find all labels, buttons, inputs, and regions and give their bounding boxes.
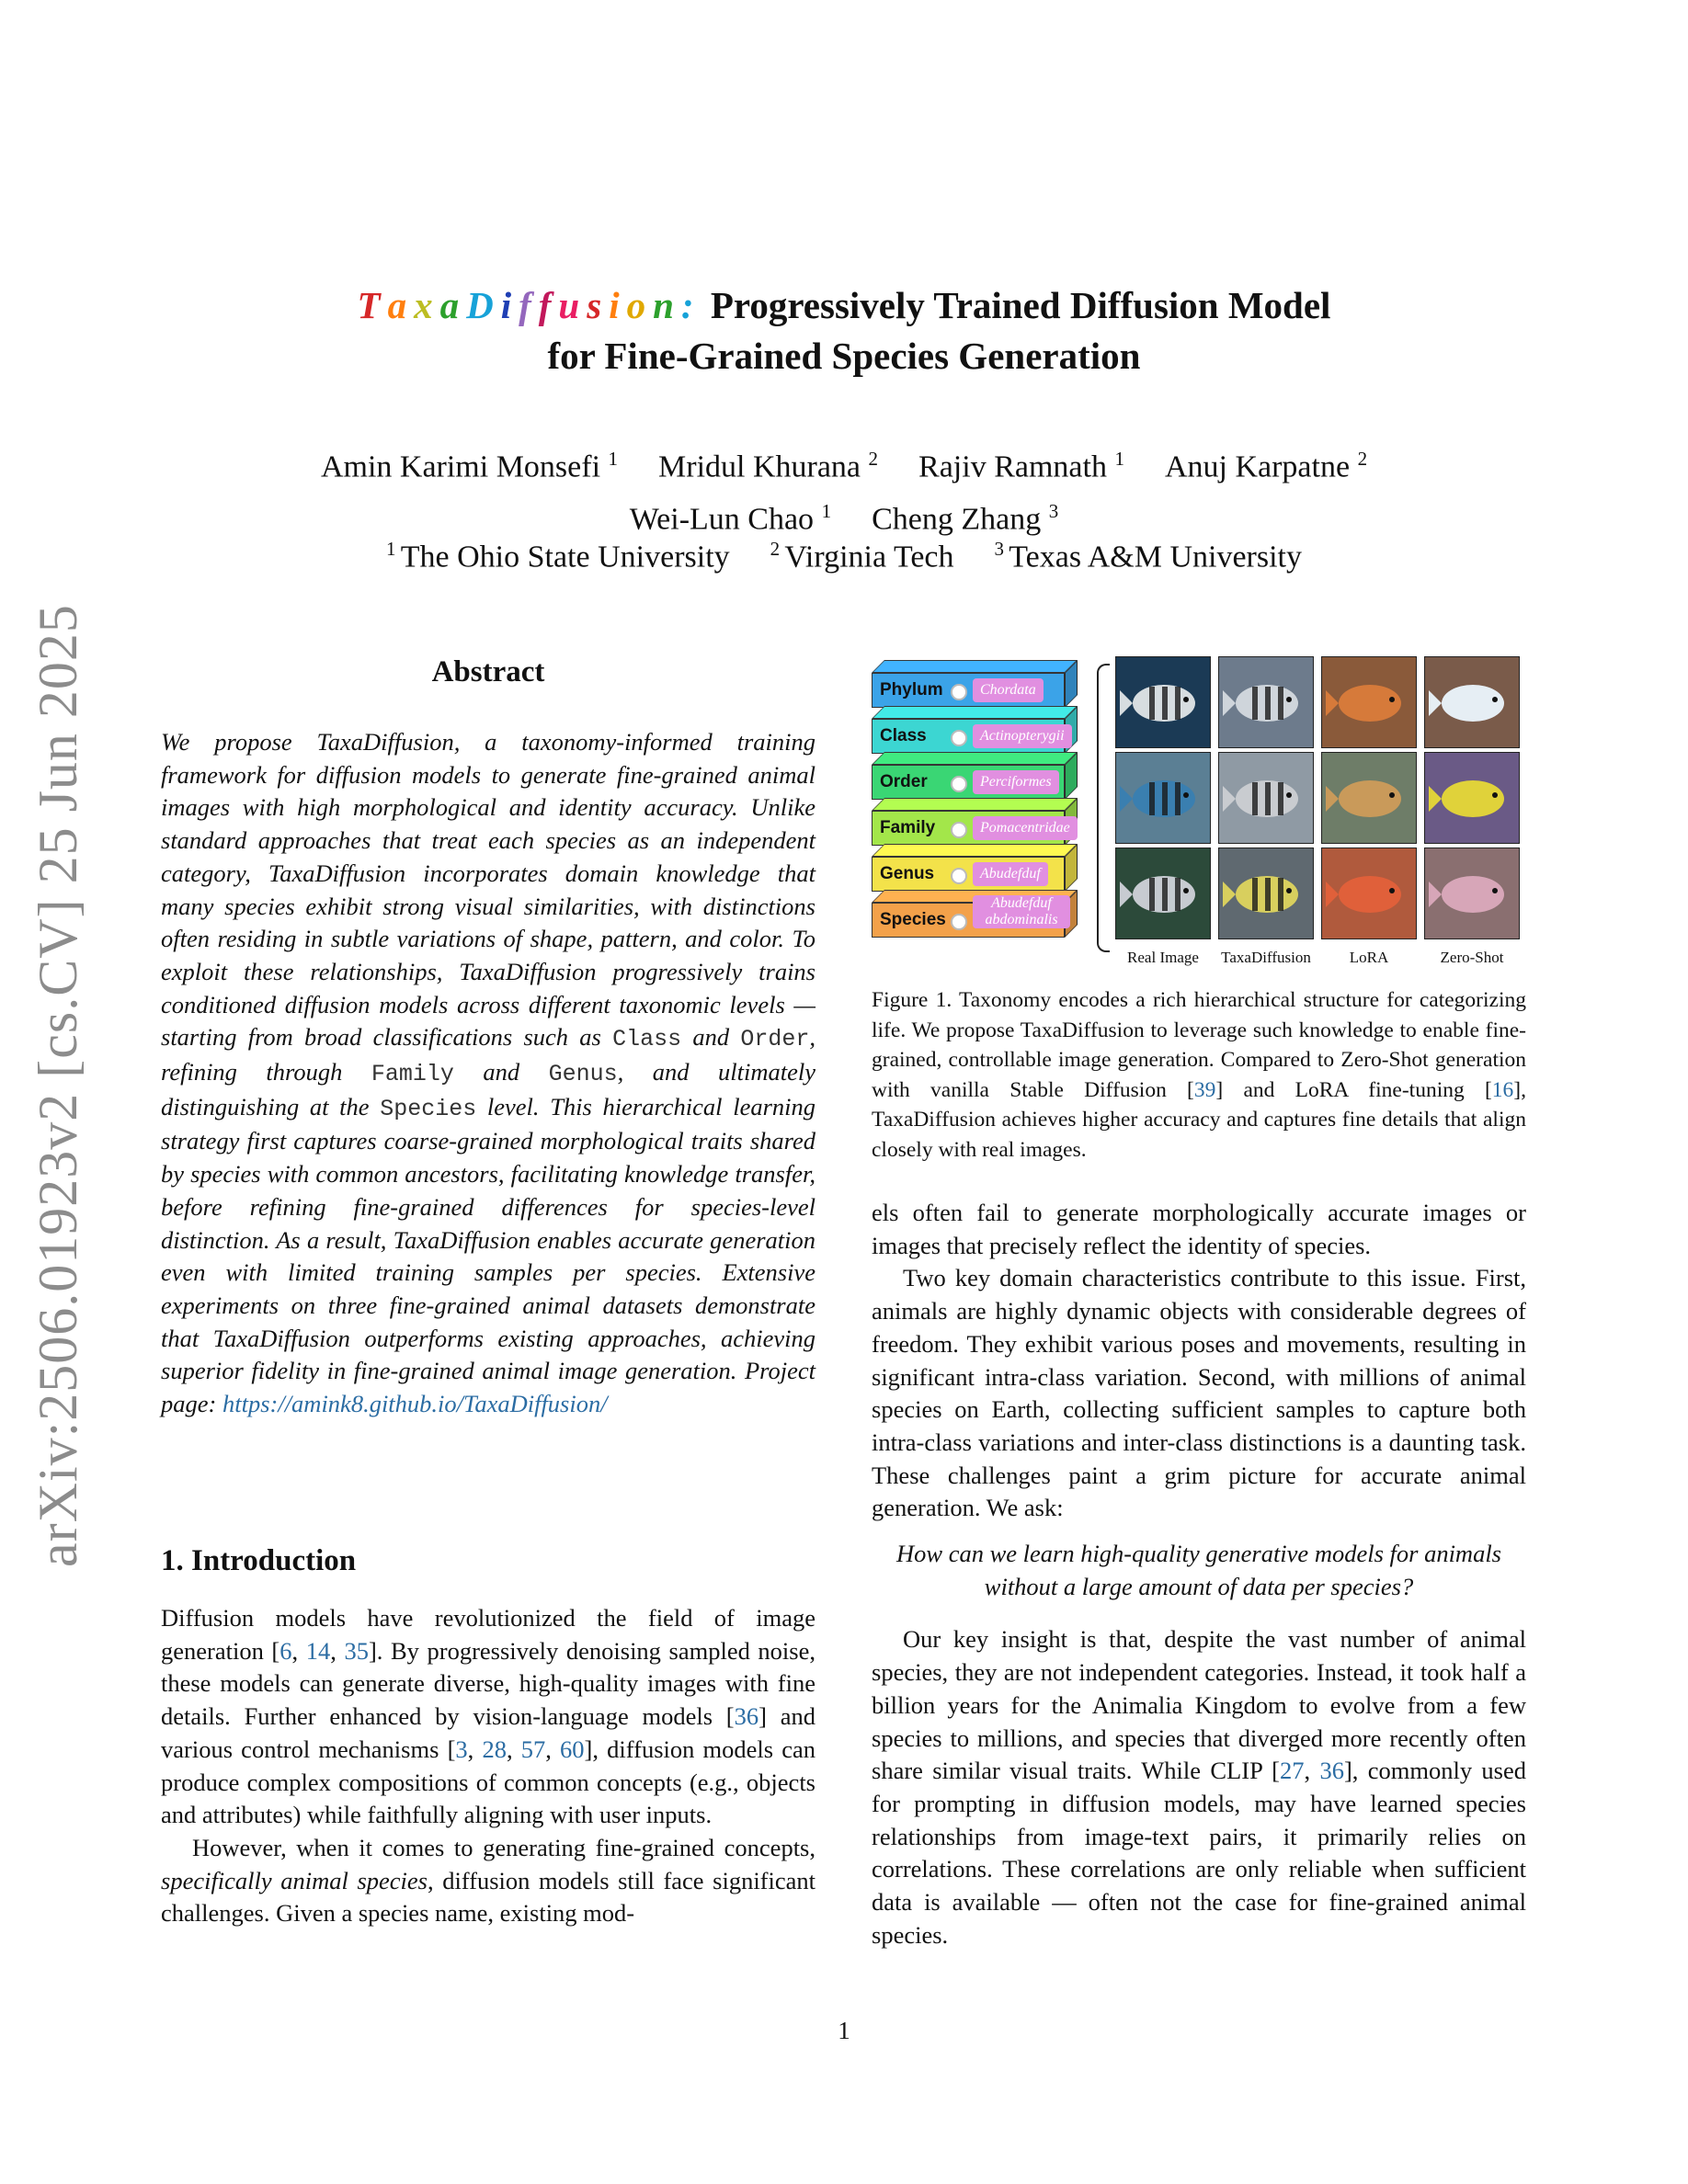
code-class: Class [612, 1026, 682, 1053]
taxadiffusion-logo [358, 284, 701, 326]
fish-image [1424, 656, 1520, 748]
taxonomy-level-label: Genus [872, 857, 1065, 892]
fish-icon [1425, 657, 1519, 747]
page-number: 1 [838, 2017, 850, 2044]
citation-link[interactable]: 35 [344, 1636, 369, 1665]
text: ] and LoRA fine-tuning [ [1215, 1077, 1492, 1102]
fish-icon [1322, 848, 1416, 938]
logo-letter: a [439, 284, 460, 326]
logo-letter: D [466, 284, 494, 326]
curly-brace [1097, 664, 1110, 952]
figure-1 [872, 654, 1526, 976]
body-paragraph-2: Two key domain characteristics contribute to this issue. First, animals are highly dynamic objects with considerable degrees of freedom. They exhibit various poses and movements, resulting in significant intra-class variation. Second, with millions of animal species on Earth, collecting sufficient samples to capture both intra-class variations and inter-class distinctions is a daunting task. These challenges paint a grim picture for accurate animal generation. We ask: [872, 1264, 1526, 1522]
fish-icon [1322, 753, 1416, 843]
code-genus: Genus [548, 1061, 618, 1088]
logo-letter: : [680, 284, 694, 326]
node-dot [951, 914, 967, 930]
block-top [872, 660, 1078, 673]
body-paragraph-1: els often fail to generate morphologically accurate images or images that precisely reflect the identity of species. [872, 1199, 1526, 1259]
intro-paragraph-2 [161, 1832, 815, 1930]
fish-image [1218, 656, 1314, 748]
text: Figure 1. Taxonomy encodes a rich hierarchical structure for categorizing life. We propose TaxaDiffusion to leverage such knowledge to enable fine-grained, controllable image generation. Compared to Zero-Shot generation with vanilla Stable Diffusion [ [872, 988, 1526, 1102]
abstract-and-2: and [483, 1058, 520, 1086]
taxonomy-value: Abudefduf abdominalis [973, 895, 1070, 928]
taxonomy-value: Actinopterygii [973, 724, 1072, 748]
fish-image [1218, 752, 1314, 844]
intro-paragraph-1: Diffusion models have revolutionized the field of image generation [6, 14, 35]. By progressively denoising sampled noise, these models can generate diverse, high-quality images with fine details. Further enhanced by vision-language models [36] and various control mechanisms [3, 28, 57, 60], diffusion models can produce complex compositions of common concepts (e.g., objects and attributes) while faithfully aligning with user inputs. [161, 1604, 816, 1829]
fish-image [1321, 847, 1417, 939]
citation-link[interactable]: 27 [1279, 1757, 1305, 1785]
citation-link[interactable]: 60 [560, 1735, 585, 1763]
affiliations [184, 538, 1504, 574]
fish-icon [1116, 848, 1210, 938]
fish-image [1218, 847, 1314, 939]
fish-icon [1425, 753, 1519, 843]
taxonomy-level-label: Phylum [872, 673, 1065, 708]
text: However, when it comes to generating fine-grained concepts, [192, 1833, 815, 1861]
block-top [872, 844, 1078, 857]
taxonomy-level-label: Family [872, 811, 1065, 846]
taxonomy-value: Pomacentridae [973, 816, 1078, 840]
taxonomy-level-label: Order [872, 765, 1065, 800]
text: ], diffusion models can produce complex compositions of common concepts (e.g., objects and attributes) while faithfully aligning with user inputs. [161, 1735, 816, 1829]
logo-letter: u [558, 284, 580, 326]
logo-letter: T [357, 284, 381, 326]
fish-icon [1116, 657, 1210, 747]
abstract-and-1: and [692, 1023, 730, 1052]
affiliation: $^1$ The Ohio State University [386, 538, 730, 574]
fish-image [1115, 656, 1211, 748]
logo-letter: n [653, 284, 674, 326]
project-page-link[interactable]: https://amink8.github.io/TaxaDiffusion/ [222, 1390, 608, 1418]
fish-image [1321, 656, 1417, 748]
code-order: Order [740, 1026, 810, 1053]
logo-letter: a [387, 284, 407, 326]
code-family: Family [371, 1061, 454, 1088]
fish-icon [1219, 848, 1313, 938]
column-label: Real Image [1127, 949, 1199, 966]
abstract-refining: , refining through [161, 1023, 816, 1086]
taxonomy-value: Perciformes [973, 770, 1059, 794]
column-label: Zero-Shot [1440, 949, 1504, 966]
logo-letter: s [587, 284, 602, 326]
fish-icon [1425, 848, 1519, 938]
author-name: Mridul Khurana $^2$ [658, 448, 879, 484]
text: Diffusion models have revolutionized the field of image generation [ [161, 1604, 815, 1665]
abstract-text-2: level. This hierarchical learning strategy first captures coarse-grained morphological traits shared by species with common ancestors, facilitating knowledge transfer, before refining fine-grained differences for species-level distinction. As a result, TaxaDiffusion enables accurate generation even with limited training samples per species. Extensive experiments on three fine-grained animal datasets demonstrate that TaxaDiffusion outperforms existing approaches, achieving superior fidelity in fine-grained animal image generation. Project page: [161, 1092, 816, 1418]
taxonomy-level-label: Species [872, 903, 1065, 938]
logo-letter: x [414, 284, 433, 326]
research-question: How can we learn high-quality generative models for animals without a large amount of data per species? [896, 1540, 1501, 1600]
fish-image [1321, 752, 1417, 844]
node-dot [951, 822, 967, 838]
logo-letter: i [609, 284, 620, 326]
text: Our key insight is that, despite the vast number of animal species, they are not independent categories. Instead, it took half a billion years for the Animalia Kingdom to evolve from a few species to millions, and species that diverged more recently often share similar visual traits. While CLIP [ [872, 1625, 1526, 1785]
fish-icon [1322, 657, 1416, 747]
abstract-ultimately: , and ultimately distinguishing at the [161, 1058, 816, 1120]
body-paragraph-3: Our key insight is that, despite the vast number of animal species, they are not independent categories. Instead, it took half a billion years for the Animalia Kingdom to evolve from a few species to millions, and species that diverged more recently often share similar visual traits. While CLIP [27, 36], commonly used for prompting in diffusion models, may have learned species relationships from image-text pairs, it primarily relies on correlations. These correlations are only reliable when sufficient data is available — often not the case for fine-grained animal species. [872, 1625, 1527, 1949]
fish-icon [1116, 753, 1210, 843]
fish-image [1115, 847, 1211, 939]
logo-letter: f [538, 284, 552, 326]
paper-title [184, 280, 1504, 381]
block-top [872, 706, 1078, 719]
text: ], TaxaDiffusion achieves higher accuracy and captures fine details that align closely with real images. [872, 1077, 1526, 1162]
affiliation: $^3$ Texas A&M University [994, 538, 1302, 574]
title-line-1: Progressively Trained Diffusion Model [710, 284, 1331, 326]
fish-image [1115, 752, 1211, 844]
figure-1-caption [872, 985, 1526, 1165]
abstract-body [161, 726, 815, 1421]
column-label: LoRA [1349, 949, 1389, 966]
text: , diffusion models still face significant challenges. Given a species name, existing mod- [161, 1866, 816, 1928]
citation-link[interactable]: 16 [1491, 1077, 1514, 1102]
abstract-heading: Abstract [431, 655, 545, 688]
citation-link[interactable]: 6 [279, 1636, 292, 1665]
block-top [872, 798, 1078, 811]
citation-link[interactable]: 14 [305, 1636, 331, 1665]
citation-link[interactable]: 57 [520, 1735, 546, 1763]
node-dot [951, 776, 967, 792]
author-name: Cheng Zhang $^3$ [872, 500, 1059, 537]
fish-icon [1219, 753, 1313, 843]
citation-link[interactable]: 3 [455, 1735, 468, 1763]
author-name: Rajiv Ramnath $^1$ [918, 448, 1124, 484]
text: ] and various control mechanisms [ [161, 1702, 815, 1763]
taxonomy-level-label: Class [872, 719, 1065, 754]
node-dot [951, 868, 967, 884]
intro-body [161, 1602, 815, 1930]
affiliation: $^2$ Virginia Tech [770, 538, 954, 574]
emphasis: specifically animal species [161, 1866, 428, 1894]
code-species: Species [380, 1095, 477, 1122]
fish-image [1424, 847, 1520, 939]
author-name: Anuj Karpatne $^2$ [1164, 448, 1368, 484]
citation-link[interactable]: 28 [482, 1735, 507, 1763]
intro-heading: 1. Introduction [161, 1544, 357, 1577]
logo-letter: o [626, 284, 646, 326]
arxiv-identifier: arXiv:2506.01923v2 [cs.CV] 25 Jun 2025 [28, 604, 88, 1567]
fish-icon [1219, 657, 1313, 747]
logo-letter: f [519, 284, 531, 326]
citation-link[interactable]: 36 [1319, 1757, 1344, 1785]
column-label: TaxaDiffusion [1221, 949, 1311, 966]
text: ], commonly used for prompting in diffusion models, may have learned species relationships from image-text pairs, it primarily relies on correlations. These correlations are only reliable when sufficient data is available — often not the case for fine-grained animal species. [872, 1757, 1527, 1949]
author-name: Wei-Lun Chao $^1$ [629, 500, 832, 537]
node-dot [951, 684, 967, 700]
taxonomy-value: Abudefduf [973, 862, 1048, 886]
taxonomy-value: Chordata [973, 678, 1044, 702]
author-list [184, 437, 1504, 542]
right-column-body [872, 1197, 1526, 1951]
logo-letter: i [500, 284, 512, 326]
author-name: Amin Karimi Monsefi $^1$ [320, 448, 619, 484]
fish-image [1424, 752, 1520, 844]
block-top [872, 752, 1078, 765]
abstract-text-1: We propose TaxaDiffusion, a taxonomy-informed training framework for diffusion models to generate fine-grained animal images with high morphological and identity accuracy. Unlike standard approaches that treat each species as an independent category, TaxaDiffusion incorporates domain knowledge that many species exhibit strong visual similarities, with distinctions often residing in subtle variations of shape, pattern, and color. To exploit these relationships, TaxaDiffusion progressively trains conditioned diffusion models across different taxonomic levels — starting from broad classifications such as [161, 728, 815, 1052]
title-line-2: for Fine-Grained Species Generation [547, 335, 1141, 377]
citation-link[interactable]: 39 [1193, 1077, 1216, 1102]
node-dot [951, 730, 967, 746]
text: ]. By progressively denoising sampled noise, these models can generate diverse, high-quality images with fine details. Further enhanced by vision-language models [ [161, 1636, 815, 1731]
citation-link[interactable]: 36 [734, 1702, 759, 1731]
